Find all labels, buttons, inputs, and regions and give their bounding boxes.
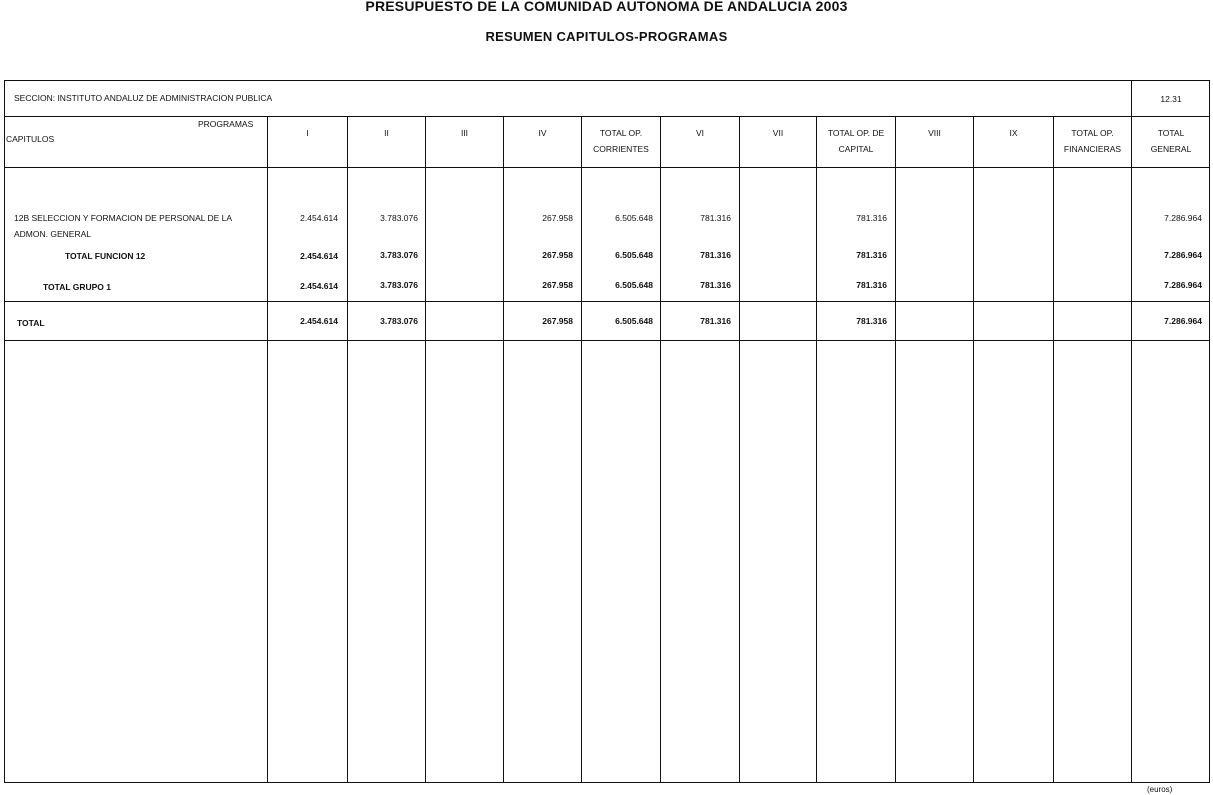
cell-total-capital: 781.316	[856, 250, 887, 260]
cell-total-general: 7.286.964	[1164, 213, 1202, 223]
header-col-ix: IX	[1009, 128, 1018, 138]
cell-total-corrientes: 6.505.648	[615, 316, 653, 326]
cell-total-corrientes: 6.505.648	[615, 250, 653, 260]
header-programas: PROGRAMAS	[198, 119, 254, 129]
section-label: SECCION: INSTITUTO ANDALUZ DE ADMINISTRACION PUBLICA	[14, 93, 273, 103]
cell-total-corrientes: 6.505.648	[615, 213, 653, 223]
col-line	[660, 116, 661, 783]
col-line	[347, 116, 348, 783]
header-col-ii: II	[384, 128, 389, 138]
header-col-vi: VI	[695, 128, 705, 138]
cell-vi: 781.316	[700, 213, 731, 223]
header-col-total-capital	[817, 125, 895, 157]
cell-i: 2.454.614	[300, 251, 338, 261]
section-code: 12.31	[1160, 94, 1182, 104]
header-col-viii: VIII	[928, 128, 941, 138]
cell-ii: 3.783.076	[380, 316, 418, 326]
header-col-iv: IV	[538, 128, 547, 138]
row-label: TOTAL FUNCION 12	[65, 251, 146, 261]
row-label: ADMON. GENERAL	[14, 229, 91, 239]
header-text: CORRIENTES	[593, 144, 649, 154]
cell-vi: 781.316	[700, 316, 731, 326]
row-label: 12B SELECCION Y FORMACION DE PERSONAL DE LA	[14, 213, 233, 223]
col-line	[895, 116, 896, 783]
header-col-iii: III	[460, 128, 469, 138]
cell-iv: 267.958	[542, 316, 573, 326]
cell-total-general: 7.286.964	[1164, 250, 1202, 260]
header-col-i: I	[306, 128, 309, 138]
col-line	[973, 116, 974, 783]
cell-ii: 3.783.076	[380, 213, 418, 223]
cell-i: 2.454.614	[300, 316, 338, 326]
header-text: TOTAL OP.	[1071, 128, 1114, 138]
header-capitulos: CAPITULOS	[6, 134, 55, 144]
header-text: TOTAL OP. DE	[827, 128, 885, 138]
cell-i: 2.454.614	[300, 213, 338, 223]
cell-total-corrientes: 6.505.648	[615, 280, 653, 290]
section-divider	[4, 116, 1210, 117]
header-col-total-financieras	[1054, 125, 1131, 157]
header-divider	[4, 167, 1210, 168]
header-col-vii: VII	[772, 128, 784, 138]
col-line	[739, 116, 740, 783]
cell-total-capital: 781.316	[856, 280, 887, 290]
col-line	[816, 116, 817, 783]
header-col-total-corrientes	[582, 125, 660, 157]
units-note: (euros)	[1147, 785, 1173, 794]
header-text: FINANCIERAS	[1063, 144, 1122, 154]
col-line	[503, 116, 504, 783]
page-subtitle: RESUMEN CAPITULOS-PROGRAMAS	[485, 29, 728, 44]
header-text: GENERAL	[1150, 144, 1192, 154]
total-top-divider	[4, 301, 1210, 302]
cell-total-capital: 781.316	[856, 316, 887, 326]
cell-total-capital: 781.316	[856, 213, 887, 223]
page-title: PRESUPUESTO DE LA COMUNIDAD AUTONOMA DE ANDALUCIA 2003	[365, 0, 848, 14]
header-col-total-general	[1132, 125, 1210, 157]
row-label: TOTAL GRUPO 1	[43, 282, 112, 292]
row-label-total: TOTAL	[17, 318, 45, 328]
cell-vi: 781.316	[700, 250, 731, 260]
cell-iv: 267.958	[542, 280, 573, 290]
cell-iv: 267.958	[542, 250, 573, 260]
header-text: TOTAL	[1157, 128, 1185, 138]
cell-total-general: 7.286.964	[1164, 280, 1202, 290]
cell-vi: 781.316	[700, 280, 731, 290]
cell-i: 2.454.614	[300, 281, 338, 291]
cell-ii: 3.783.076	[380, 280, 418, 290]
table-frame	[4, 80, 1210, 783]
col-line	[1131, 116, 1132, 783]
header-text: CAPITAL	[838, 144, 874, 154]
cell-iv: 267.958	[542, 213, 573, 223]
cell-ii: 3.783.076	[380, 250, 418, 260]
total-bottom-divider	[4, 340, 1210, 341]
col-line	[267, 116, 268, 783]
col-line	[1053, 116, 1054, 783]
col-line	[581, 116, 582, 783]
col-line	[425, 116, 426, 783]
header-text: TOTAL OP.	[599, 128, 643, 138]
cell-total-general: 7.286.964	[1164, 316, 1202, 326]
